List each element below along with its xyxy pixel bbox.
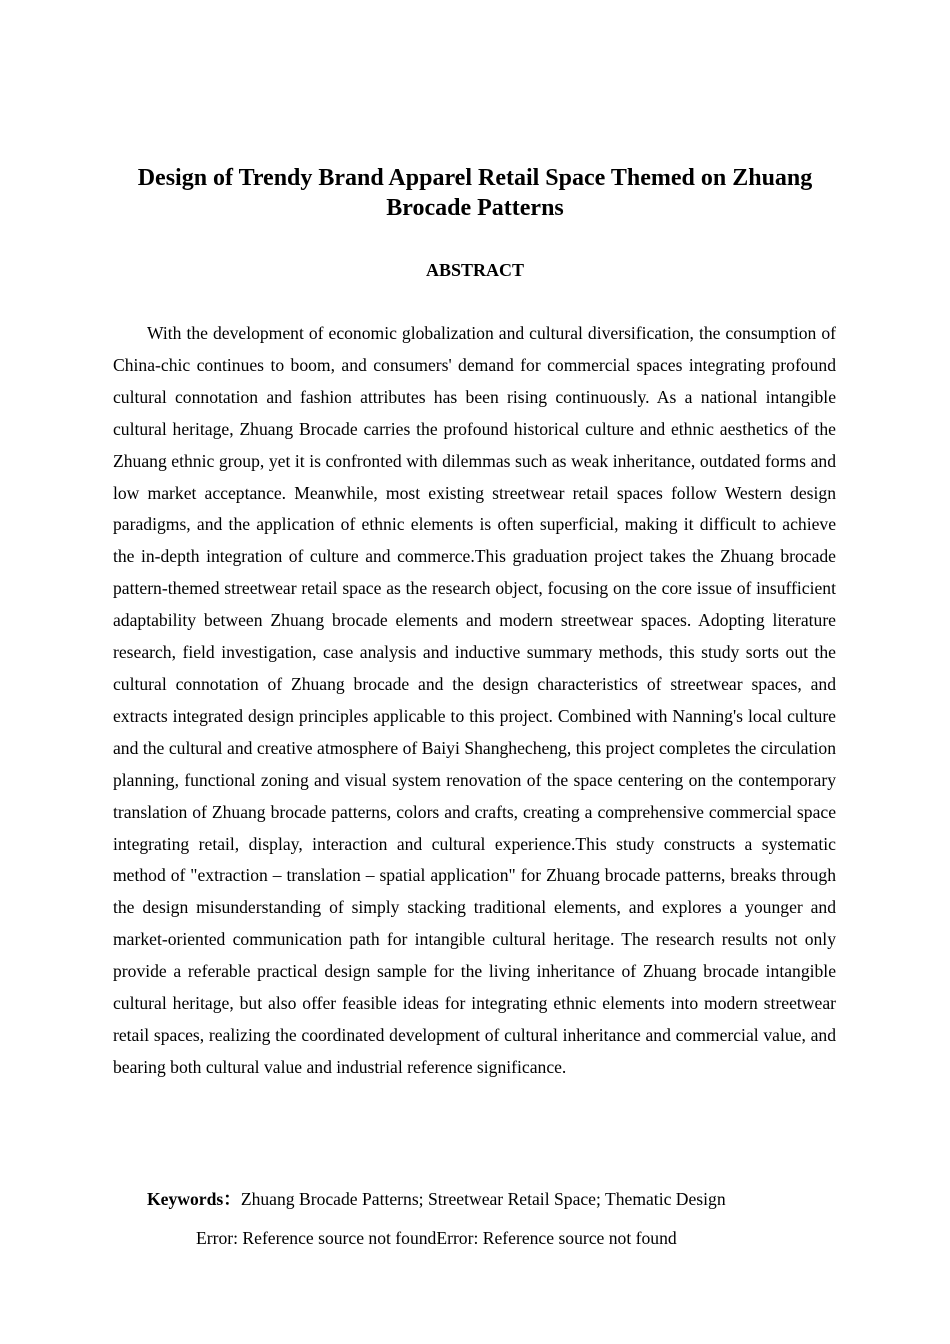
- reference-error-text: Error: Reference source not foundError: Reference source not found: [196, 1228, 677, 1248]
- keywords-line: [147, 1185, 847, 1213]
- abstract-body: With the development of economic globalization and cultural diversification, the consumption of China-chic continues to boom, and consumers' demand for commercial spaces integrating profound cultural connotation and fashion attributes has been rising continuously. As a national intangible cultural heritage, Zhuang Brocade carries the profound historical culture and ethnic aesthetics of the Zhuang ethnic group, yet it is confronted with dilemmas such as weak inheritance, outdated forms and low market acceptance. Meanwhile, most existing streetwear retail spaces follow Western design paradigms, and the application of ethnic elements is often superficial, making it difficult to achieve the in-depth integration of culture and commerce.This graduation project takes the Zhuang brocade pattern-themed streetwear retail space as the research object, focusing on the core issue of insufficient adaptability between Zhuang brocade elements and modern streetwear spaces. Adopting literature research, field investigation, case analysis and inductive summary methods, this study sorts out the cultural connotation of Zhuang brocade and the design characteristics of streetwear spaces, and extracts integrated design principles applicable to this project. Combined with Nanning's local culture and the cultural and creative atmosphere of Baiyi Shanghecheng, this project completes the circulation planning, functional zoning and visual system renovation of the space centering on the contemporary translation of Zhuang brocade patterns, colors and crafts, creating a comprehensive commercial space integrating retail, display, interaction and cultural experience.This study constructs a systematic method of "extraction – translation – spatial application" for Zhuang brocade patterns, breaks through the design misunderstanding of simply stacking traditional elements, and explores a younger and market-oriented communication path for intangible cultural heritage. The research results not only provide a referable practical design sample for the living inheritance of Zhuang brocade intangible cultural heritage, but also offer feasible ideas for integrating ethnic elements into modern streetwear retail spaces, realizing the coordinated development of cultural inheritance and commercial value, and bearing both cultural value and industrial reference significance.: [113, 323, 836, 1077]
- abstract-heading: ABSTRACT: [425, 260, 525, 280]
- keywords-text: Zhuang Brocade Patterns; Streetwear Retail Space; Thematic Design: [240, 1189, 726, 1209]
- keywords-label: Keywords：: [147, 1189, 241, 1209]
- paper-title: Design of Trendy Brand Apparel Retail Space Themed on Zhuang Brocade Patterns: [137, 165, 813, 221]
